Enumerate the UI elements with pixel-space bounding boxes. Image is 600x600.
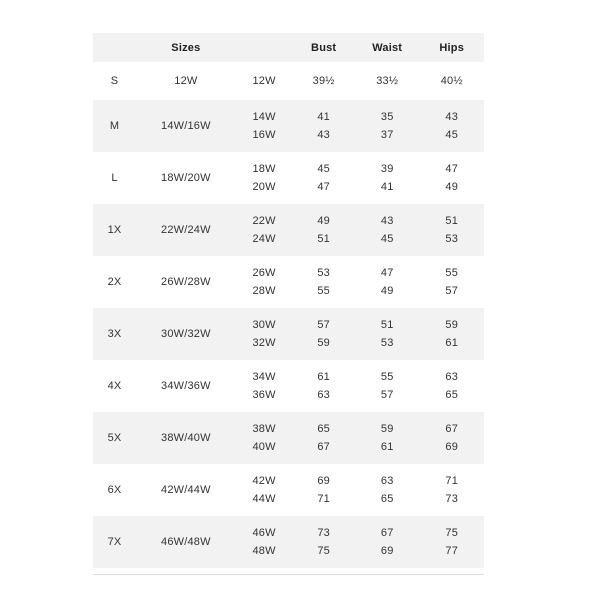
cell-value: 35	[380, 111, 394, 123]
bust-cell	[292, 412, 355, 464]
header-cell-numeric-blank	[236, 33, 293, 62]
size-cell: M	[109, 120, 120, 132]
cell-value: 57	[380, 389, 394, 401]
table-row	[93, 256, 484, 308]
bust-cell	[292, 360, 355, 412]
cell-value: 71	[445, 475, 459, 487]
cell-value: 45	[445, 129, 459, 141]
cell-value: 69	[317, 475, 330, 487]
hips-cell	[419, 204, 484, 256]
numeric-size-cell	[236, 256, 293, 308]
numeric-size-cell	[236, 516, 293, 568]
table-row	[93, 100, 484, 152]
hips-cell	[419, 152, 484, 204]
cell-value: 55	[445, 267, 459, 279]
cell-value: 46W	[252, 527, 276, 539]
cell-value: 61	[317, 371, 330, 383]
cell-value: 43	[317, 129, 330, 141]
waist-cell	[355, 412, 420, 464]
waist-cell	[355, 256, 420, 308]
cell-value: 45	[380, 233, 394, 245]
cell-value: 40W	[252, 441, 276, 453]
bust-cell	[292, 256, 355, 308]
cell-value: 75	[317, 545, 330, 557]
header-row	[93, 33, 484, 62]
bust-cell	[292, 464, 355, 516]
size-cell: 3X	[107, 328, 122, 340]
table-header	[93, 33, 484, 62]
cell-value: 61	[445, 337, 459, 349]
hips-cell	[419, 256, 484, 308]
cell-value: 38W	[252, 423, 276, 435]
bust-cell	[292, 308, 355, 360]
table-row	[93, 308, 484, 360]
table-row	[93, 152, 484, 204]
cell-value: 34W	[252, 371, 276, 383]
numeric-size-cell	[236, 464, 293, 516]
cell-value: 67	[380, 527, 394, 539]
cell-value: 71	[317, 493, 330, 505]
bust-cell	[292, 62, 355, 100]
cell-value: 26W	[252, 267, 276, 279]
cell-value: 39	[380, 163, 394, 175]
cell-value: 67	[317, 441, 330, 453]
cell-value: 48W	[252, 545, 276, 557]
cell-value: 32W	[252, 337, 276, 349]
cell-value: 47	[317, 181, 330, 193]
cell-value: 73	[317, 527, 330, 539]
size-cell: 6X	[107, 484, 122, 496]
hips-cell	[419, 100, 484, 152]
cell-value: 12W	[252, 75, 276, 87]
cell-value: 43	[380, 215, 394, 227]
numeric-size-cell	[236, 360, 293, 412]
waist-cell	[355, 62, 420, 100]
cell-value: 37	[380, 129, 394, 141]
cell-value: 53	[380, 337, 394, 349]
bust-cell	[292, 152, 355, 204]
cell-value: 63	[317, 389, 330, 401]
size-range-cell: 12W	[174, 75, 198, 87]
bust-cell	[292, 100, 355, 152]
hips-cell	[419, 308, 484, 360]
table-row	[93, 464, 484, 516]
header-cell-bust: Bust	[311, 41, 337, 54]
waist-cell	[355, 360, 420, 412]
cell-value: 59	[317, 337, 330, 349]
cell-value: 55	[317, 285, 330, 297]
cell-value: 16W	[252, 129, 276, 141]
header-cell-waist: Waist	[372, 41, 403, 54]
cell-value: 77	[445, 545, 459, 557]
numeric-size-cell	[236, 204, 293, 256]
bust-cell	[292, 516, 355, 568]
table-row	[93, 360, 484, 412]
waist-cell	[355, 464, 420, 516]
cell-value: 41	[317, 111, 330, 123]
cell-value: 51	[380, 319, 394, 331]
cell-value: 41	[380, 181, 394, 193]
cell-value: 57	[317, 319, 330, 331]
size-range-cell: 34W/36W	[161, 380, 211, 392]
size-cell: 1X	[107, 224, 122, 236]
cell-value: 39½	[312, 75, 335, 87]
cell-value: 55	[380, 371, 394, 383]
size-range-cell: 42W/44W	[161, 484, 211, 496]
waist-cell	[355, 516, 420, 568]
table-row	[93, 204, 484, 256]
cell-value: 49	[445, 181, 459, 193]
cell-value: 59	[380, 423, 394, 435]
size-chart-table	[93, 33, 484, 568]
cell-value: 53	[445, 233, 459, 245]
hips-cell	[419, 62, 484, 100]
size-chart	[93, 33, 484, 575]
bottom-divider	[93, 574, 484, 575]
cell-value: 65	[445, 389, 459, 401]
cell-value: 63	[380, 475, 394, 487]
cell-value: 30W	[252, 319, 276, 331]
size-cell: 2X	[107, 276, 122, 288]
hips-cell	[419, 412, 484, 464]
cell-value: 51	[317, 233, 330, 245]
size-range-cell: 14W/16W	[161, 120, 211, 132]
waist-cell	[355, 152, 420, 204]
cell-value: 36W	[252, 389, 276, 401]
cell-value: 59	[445, 319, 459, 331]
cell-value: 45	[317, 163, 330, 175]
header-cell-hips: Hips	[439, 41, 465, 54]
size-table-body	[93, 62, 484, 568]
cell-value: 18W	[252, 163, 276, 175]
cell-value: 65	[317, 423, 330, 435]
cell-value: 42W	[252, 475, 276, 487]
cell-value: 20W	[252, 181, 276, 193]
cell-value: 40½	[440, 75, 463, 87]
cell-value: 33½	[376, 75, 399, 87]
cell-value: 47	[380, 267, 394, 279]
cell-value: 44W	[252, 493, 276, 505]
size-cell: 4X	[107, 380, 122, 392]
size-cell: S	[110, 75, 119, 87]
table-row	[93, 62, 484, 100]
size-range-cell: 38W/40W	[161, 432, 211, 444]
cell-value: 14W	[252, 111, 276, 123]
numeric-size-cell	[236, 62, 293, 100]
size-range-cell: 30W/32W	[161, 328, 211, 340]
size-range-cell: 18W/20W	[161, 172, 211, 184]
cell-value: 69	[445, 441, 459, 453]
cell-value: 51	[445, 215, 459, 227]
bust-cell	[292, 204, 355, 256]
cell-value: 63	[445, 371, 459, 383]
size-cell: L	[111, 172, 118, 184]
size-range-cell: 22W/24W	[161, 224, 211, 236]
hips-cell	[419, 516, 484, 568]
cell-value: 22W	[252, 215, 276, 227]
header-cell-size-blank	[93, 33, 136, 62]
cell-value: 49	[380, 285, 394, 297]
numeric-size-cell	[236, 100, 293, 152]
size-range-cell: 26W/28W	[161, 276, 211, 288]
waist-cell	[355, 204, 420, 256]
cell-value: 61	[380, 441, 394, 453]
table-row	[93, 516, 484, 568]
cell-value: 73	[445, 493, 459, 505]
size-cell: 5X	[107, 432, 122, 444]
cell-value: 75	[445, 527, 459, 539]
waist-cell	[355, 308, 420, 360]
hips-cell	[419, 464, 484, 516]
cell-value: 47	[445, 163, 459, 175]
cell-value: 67	[445, 423, 459, 435]
size-cell: 7X	[107, 536, 122, 548]
size-range-cell: 46W/48W	[161, 536, 211, 548]
waist-cell	[355, 100, 420, 152]
cell-value: 65	[380, 493, 394, 505]
header-cell-sizes: Sizes	[171, 41, 201, 54]
numeric-size-cell	[236, 152, 293, 204]
cell-value: 49	[317, 215, 330, 227]
numeric-size-cell	[236, 308, 293, 360]
cell-value: 57	[445, 285, 459, 297]
cell-value: 24W	[252, 233, 276, 245]
cell-value: 28W	[252, 285, 276, 297]
cell-value: 69	[380, 545, 394, 557]
numeric-size-cell	[236, 412, 293, 464]
cell-value: 53	[317, 267, 330, 279]
cell-value: 43	[445, 111, 459, 123]
table-row	[93, 412, 484, 464]
hips-cell	[419, 360, 484, 412]
